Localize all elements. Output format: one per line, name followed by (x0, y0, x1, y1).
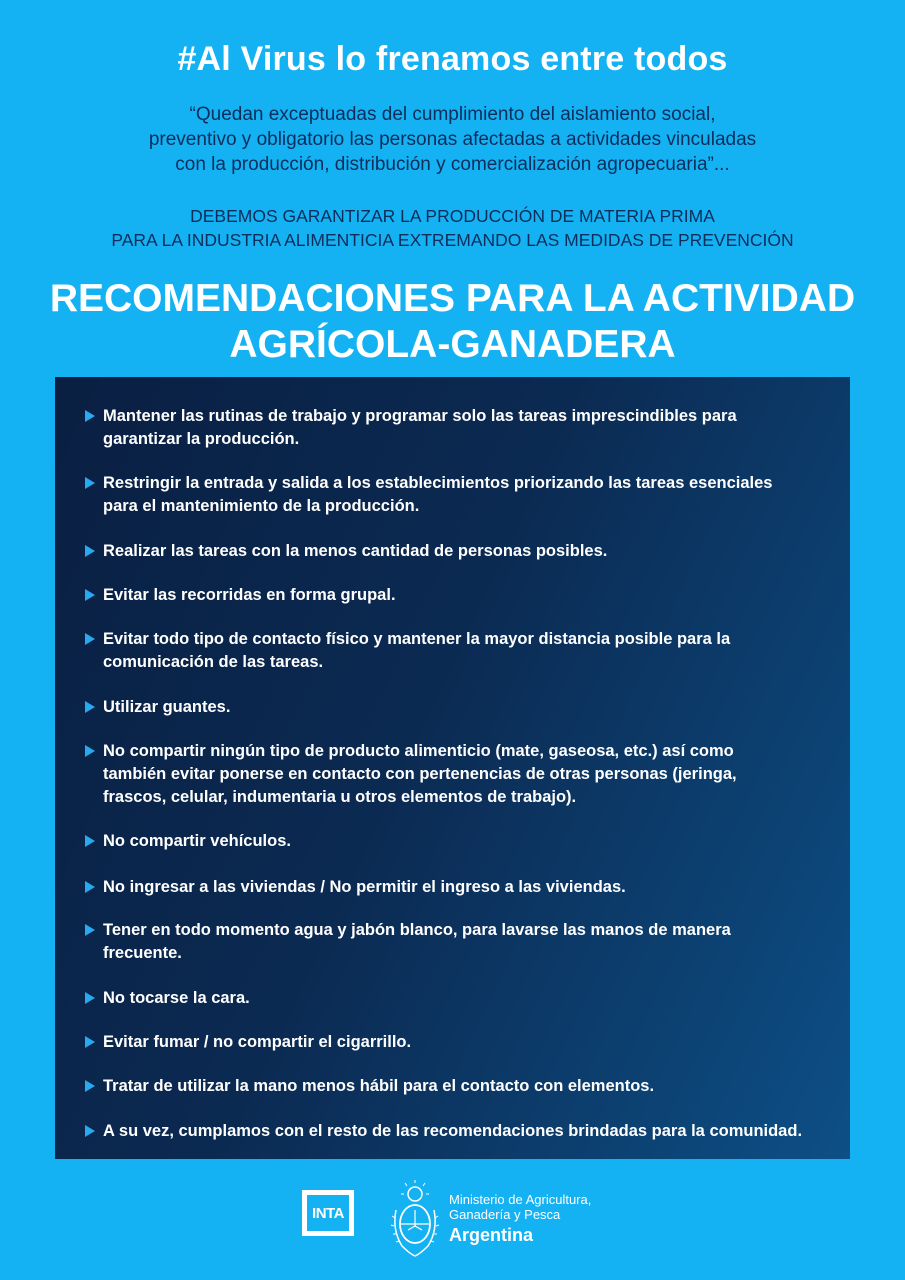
bullet-arrow-icon (85, 633, 95, 645)
inta-logo-text: INTA (305, 1193, 351, 1233)
recommendation-line: frascos, celular, indumentaria u otros elementos de trabajo). (103, 788, 577, 806)
inta-logo (302, 1190, 354, 1236)
recommendation-item (85, 876, 825, 899)
recommendation-text (103, 987, 825, 1010)
bullet-arrow-icon (85, 992, 95, 1004)
page-title-line: RECOMENDACIONES PARA LA ACTIVIDAD (49, 277, 856, 320)
recommendation-text (103, 1031, 825, 1054)
subheading-line: DEBEMOS GARANTIZAR LA PRODUCCIÓN DE MATERIA PRIMA (190, 206, 715, 226)
bullet-arrow-icon (85, 410, 95, 422)
recommendation-item (85, 472, 825, 518)
recommendation-item (85, 584, 825, 607)
recommendation-text (103, 628, 825, 674)
recommendation-item (85, 740, 825, 809)
recommendation-text (103, 472, 825, 518)
recommendation-line: Evitar todo tipo de contacto físico y mantener la mayor distancia posible para la (103, 630, 731, 648)
recommendation-line: No ingresar a las viviendas / No permitir el ingreso a las viviendas. (103, 878, 626, 896)
recommendation-text (103, 876, 825, 899)
recommendations-panel (55, 377, 850, 1159)
bullet-arrow-icon (85, 924, 95, 936)
bullet-arrow-icon (85, 1080, 95, 1092)
recommendation-text (103, 584, 825, 607)
bullet-arrow-icon (85, 589, 95, 601)
recommendation-line: frecuente. (103, 944, 182, 962)
bullet-arrow-icon (85, 745, 95, 757)
quote-text (80, 102, 825, 177)
recommendation-line: comunicación de las tareas. (103, 653, 324, 671)
recommendation-item (85, 540, 825, 563)
recommendation-item (85, 919, 825, 965)
recommendation-line: Evitar las recorridas en forma grupal. (103, 586, 396, 604)
recommendation-line: Restringir la entrada y salida a los establecimientos priorizando las tareas esenciales (103, 474, 773, 492)
recommendation-item (85, 696, 825, 719)
recommendation-text (103, 1075, 825, 1098)
subheading-line: PARA LA INDUSTRIA ALIMENTICIA EXTREMANDO LAS MEDIDAS DE PREVENCIÓN (111, 230, 794, 250)
recommendation-text (103, 830, 825, 853)
quote-line: preventivo y obligatorio las personas afectadas a actividades vinculadas (148, 129, 757, 150)
bullet-arrow-icon (85, 881, 95, 893)
ministry-line-2: Ganadería y Pesca (449, 1207, 561, 1222)
bullet-arrow-icon (85, 477, 95, 489)
bullet-arrow-icon (85, 1036, 95, 1048)
recommendation-text (103, 740, 825, 809)
recommendation-text (103, 405, 825, 451)
bullet-arrow-icon (85, 835, 95, 847)
recommendation-line: No compartir ningún tipo de producto alimenticio (mate, gaseosa, etc.) así como (103, 742, 734, 760)
recommendation-item (85, 1120, 825, 1143)
recommendation-line: Tratar de utilizar la mano menos hábil para el contacto con elementos. (103, 1077, 655, 1095)
recommendation-line: garantizar la producción. (103, 430, 300, 448)
recommendation-line: No tocarse la cara. (103, 989, 250, 1007)
recommendation-text (103, 919, 825, 965)
recommendation-line: No compartir vehículos. (103, 832, 291, 850)
recommendation-line: Evitar fumar / no compartir el cigarrillo. (103, 1033, 412, 1051)
country-name: Argentina (449, 1225, 534, 1245)
bullet-arrow-icon (85, 701, 95, 713)
recommendation-text (103, 696, 825, 719)
ministry-line-1: Ministerio de Agricultura, (449, 1192, 592, 1207)
recommendation-line: Tener en todo momento agua y jabón blanco, para lavarse las manos de manera (103, 921, 731, 939)
page-title (20, 276, 885, 368)
recommendation-text (103, 540, 825, 563)
bullet-arrow-icon (85, 1125, 95, 1137)
recommendation-item (85, 1075, 825, 1098)
recommendation-item (85, 1031, 825, 1054)
recommendation-line: Utilizar guantes. (103, 698, 231, 716)
recommendation-line: para el mantenimiento de la producción. (103, 497, 420, 515)
recommendation-item (85, 987, 825, 1010)
quote-line: “Quedan exceptuadas del cumplimiento del aislamiento social, (189, 104, 716, 125)
recommendation-line: Mantener las rutinas de trabajo y programar solo las tareas imprescindibles para (103, 407, 737, 425)
recommendation-text (103, 1120, 825, 1143)
page-title-line: AGRÍCOLA-GANADERA (229, 323, 676, 366)
subheading (40, 204, 865, 252)
recommendation-item (85, 830, 825, 853)
recommendation-line: A su vez, cumplamos con el resto de las recomendaciones brindadas para la comunidad. (103, 1122, 803, 1140)
argentina-coat-of-arms-icon (390, 1180, 440, 1260)
ministry-label (449, 1192, 649, 1246)
recommendation-line: también evitar ponerse en contacto con pertenencias de otras personas (jeringa, (103, 765, 737, 783)
recommendation-item (85, 628, 825, 674)
bullet-arrow-icon (85, 545, 95, 557)
recommendation-item (85, 405, 825, 451)
hashtag-heading: #Al Virus lo frenamos entre todos (177, 40, 728, 78)
recommendation-line: Realizar las tareas con la menos cantidad de personas posibles. (103, 542, 608, 560)
footer-logos (0, 1178, 905, 1268)
quote-line: con la producción, distribución y comercialización agropecuaria”... (175, 154, 730, 175)
